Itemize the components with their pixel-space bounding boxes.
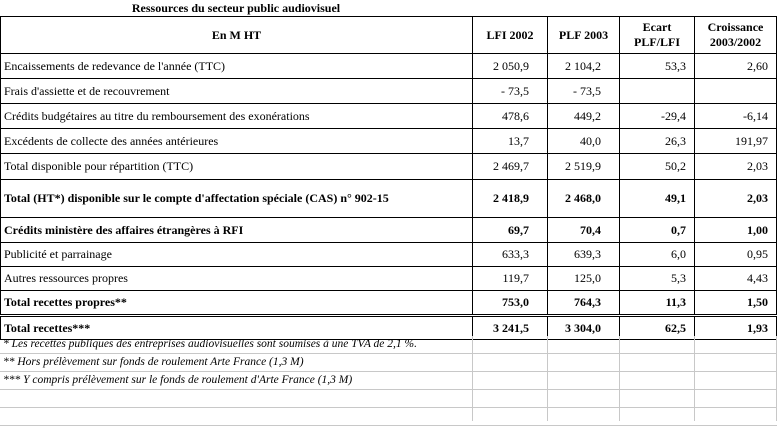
row-label: Crédits ministère des affaires étrangères à RFI [1,218,473,243]
header-label: En M HT [1,17,473,54]
grid-line [694,336,695,421]
header-croissance-line1: Croissance [707,20,764,34]
resources-table [0,16,777,340]
cell-croissance: 2,03 [695,154,777,180]
cell-ecart: -29,4 [620,104,695,129]
cell-croissance: 1,00 [695,218,777,243]
cell-plf: 639,3 [548,243,620,267]
row-label: Total recettes*** [1,316,473,340]
cell-ecart: 50,2 [620,154,695,180]
table-row [1,79,777,104]
table-row [1,243,777,267]
cell-lfi: 753,0 [473,291,548,316]
cell-croissance: 4,43 [695,267,777,291]
cell-croissance: 1,50 [695,291,777,316]
cell-ecart: 53,3 [620,54,695,79]
row-label: Publicité et parrainage [1,243,473,267]
cell-plf: 2 468,0 [548,180,620,218]
grid-line [619,336,620,421]
table-row [1,104,777,129]
table-row [1,180,777,218]
cell-ecart: 49,1 [620,180,695,218]
header-lfi-2002: LFI 2002 [473,17,548,54]
row-label: Total (HT*) disponible sur le compte d'affectation spéciale (CAS) n° 902-15 [1,180,473,218]
grid-line [472,336,473,421]
header-plf-2003: PLF 2003 [548,17,620,54]
header-ecart-line1: Ecart [642,20,672,34]
row-label: Frais d'assiette et de recouvrement [1,79,473,104]
header-ecart [620,17,695,54]
cell-ecart: 0,7 [620,218,695,243]
cell-ecart [620,79,695,104]
cell-plf: 2 104,2 [548,54,620,79]
cell-lfi: 2 418,9 [473,180,548,218]
cell-plf: 2 519,9 [548,154,620,180]
cell-plf: 764,3 [548,291,620,316]
row-label: Excédents de collecte des années antérieures [1,129,473,154]
cell-plf: 40,0 [548,129,620,154]
cell-ecart: 6,0 [620,243,695,267]
cell-croissance: 191,97 [695,129,777,154]
row-label: Encaissements de redevance de l'année (TTC) [1,54,473,79]
row-label: Total recettes propres** [1,291,473,316]
cell-ecart: 11,3 [620,291,695,316]
empty-row [0,390,777,408]
footnote: * Les recettes publiques des entreprises audiovisuelles sont soumises à une TVA de 2,1 %. [0,336,777,354]
footnote: *** Y compris prélèvement sur le fonds de roulement d'Arte France (1,3 M) [0,372,777,390]
cell-lfi: 3 241,5 [473,316,548,340]
header-croissance [695,17,777,54]
row-label: Total disponible pour répartition (TTC) [1,154,473,180]
cell-plf: 449,2 [548,104,620,129]
row-label: Crédits budgétaires au titre du remboursement des exonérations [1,104,473,129]
table-row [1,154,777,180]
footnote: ** Hors prélèvement sur fonds de roulement Arte France (1,3 M) [0,354,777,372]
cell-plf: 70,4 [548,218,620,243]
cell-ecart: 62,5 [620,316,695,340]
cell-lfi: - 73,5 [473,79,548,104]
cell-croissance: -6,14 [695,104,777,129]
cell-croissance: 2,60 [695,54,777,79]
table-row [1,267,777,291]
table-row [1,54,777,79]
table-row [1,291,777,316]
cell-lfi: 119,7 [473,267,548,291]
cell-plf: - 73,5 [548,79,620,104]
cell-ecart: 5,3 [620,267,695,291]
header-croissance-line2: 2003/2002 [709,35,762,49]
cell-plf: 3 304,0 [548,316,620,340]
header-ecart-line2: PLF/LFI [633,35,680,49]
cell-croissance: 2,03 [695,180,777,218]
cell-croissance [695,79,777,104]
cell-croissance: 0,95 [695,243,777,267]
table-row [1,129,777,154]
cell-lfi: 478,6 [473,104,548,129]
footnotes [0,336,777,426]
cell-croissance: 1,93 [695,316,777,340]
header-row [1,17,777,54]
cell-lfi: 2 469,7 [473,154,548,180]
cell-lfi: 69,7 [473,218,548,243]
row-label: Autres ressources propres [1,267,473,291]
grid-line [547,336,548,421]
cell-lfi: 2 050,9 [473,54,548,79]
empty-row [0,408,777,426]
cell-lfi: 13,7 [473,129,548,154]
cell-lfi: 633,3 [473,243,548,267]
cell-ecart: 26,3 [620,129,695,154]
table-title: Ressources du secteur public audiovisuel [131,1,341,15]
table-row [1,218,777,243]
cell-plf: 125,0 [548,267,620,291]
